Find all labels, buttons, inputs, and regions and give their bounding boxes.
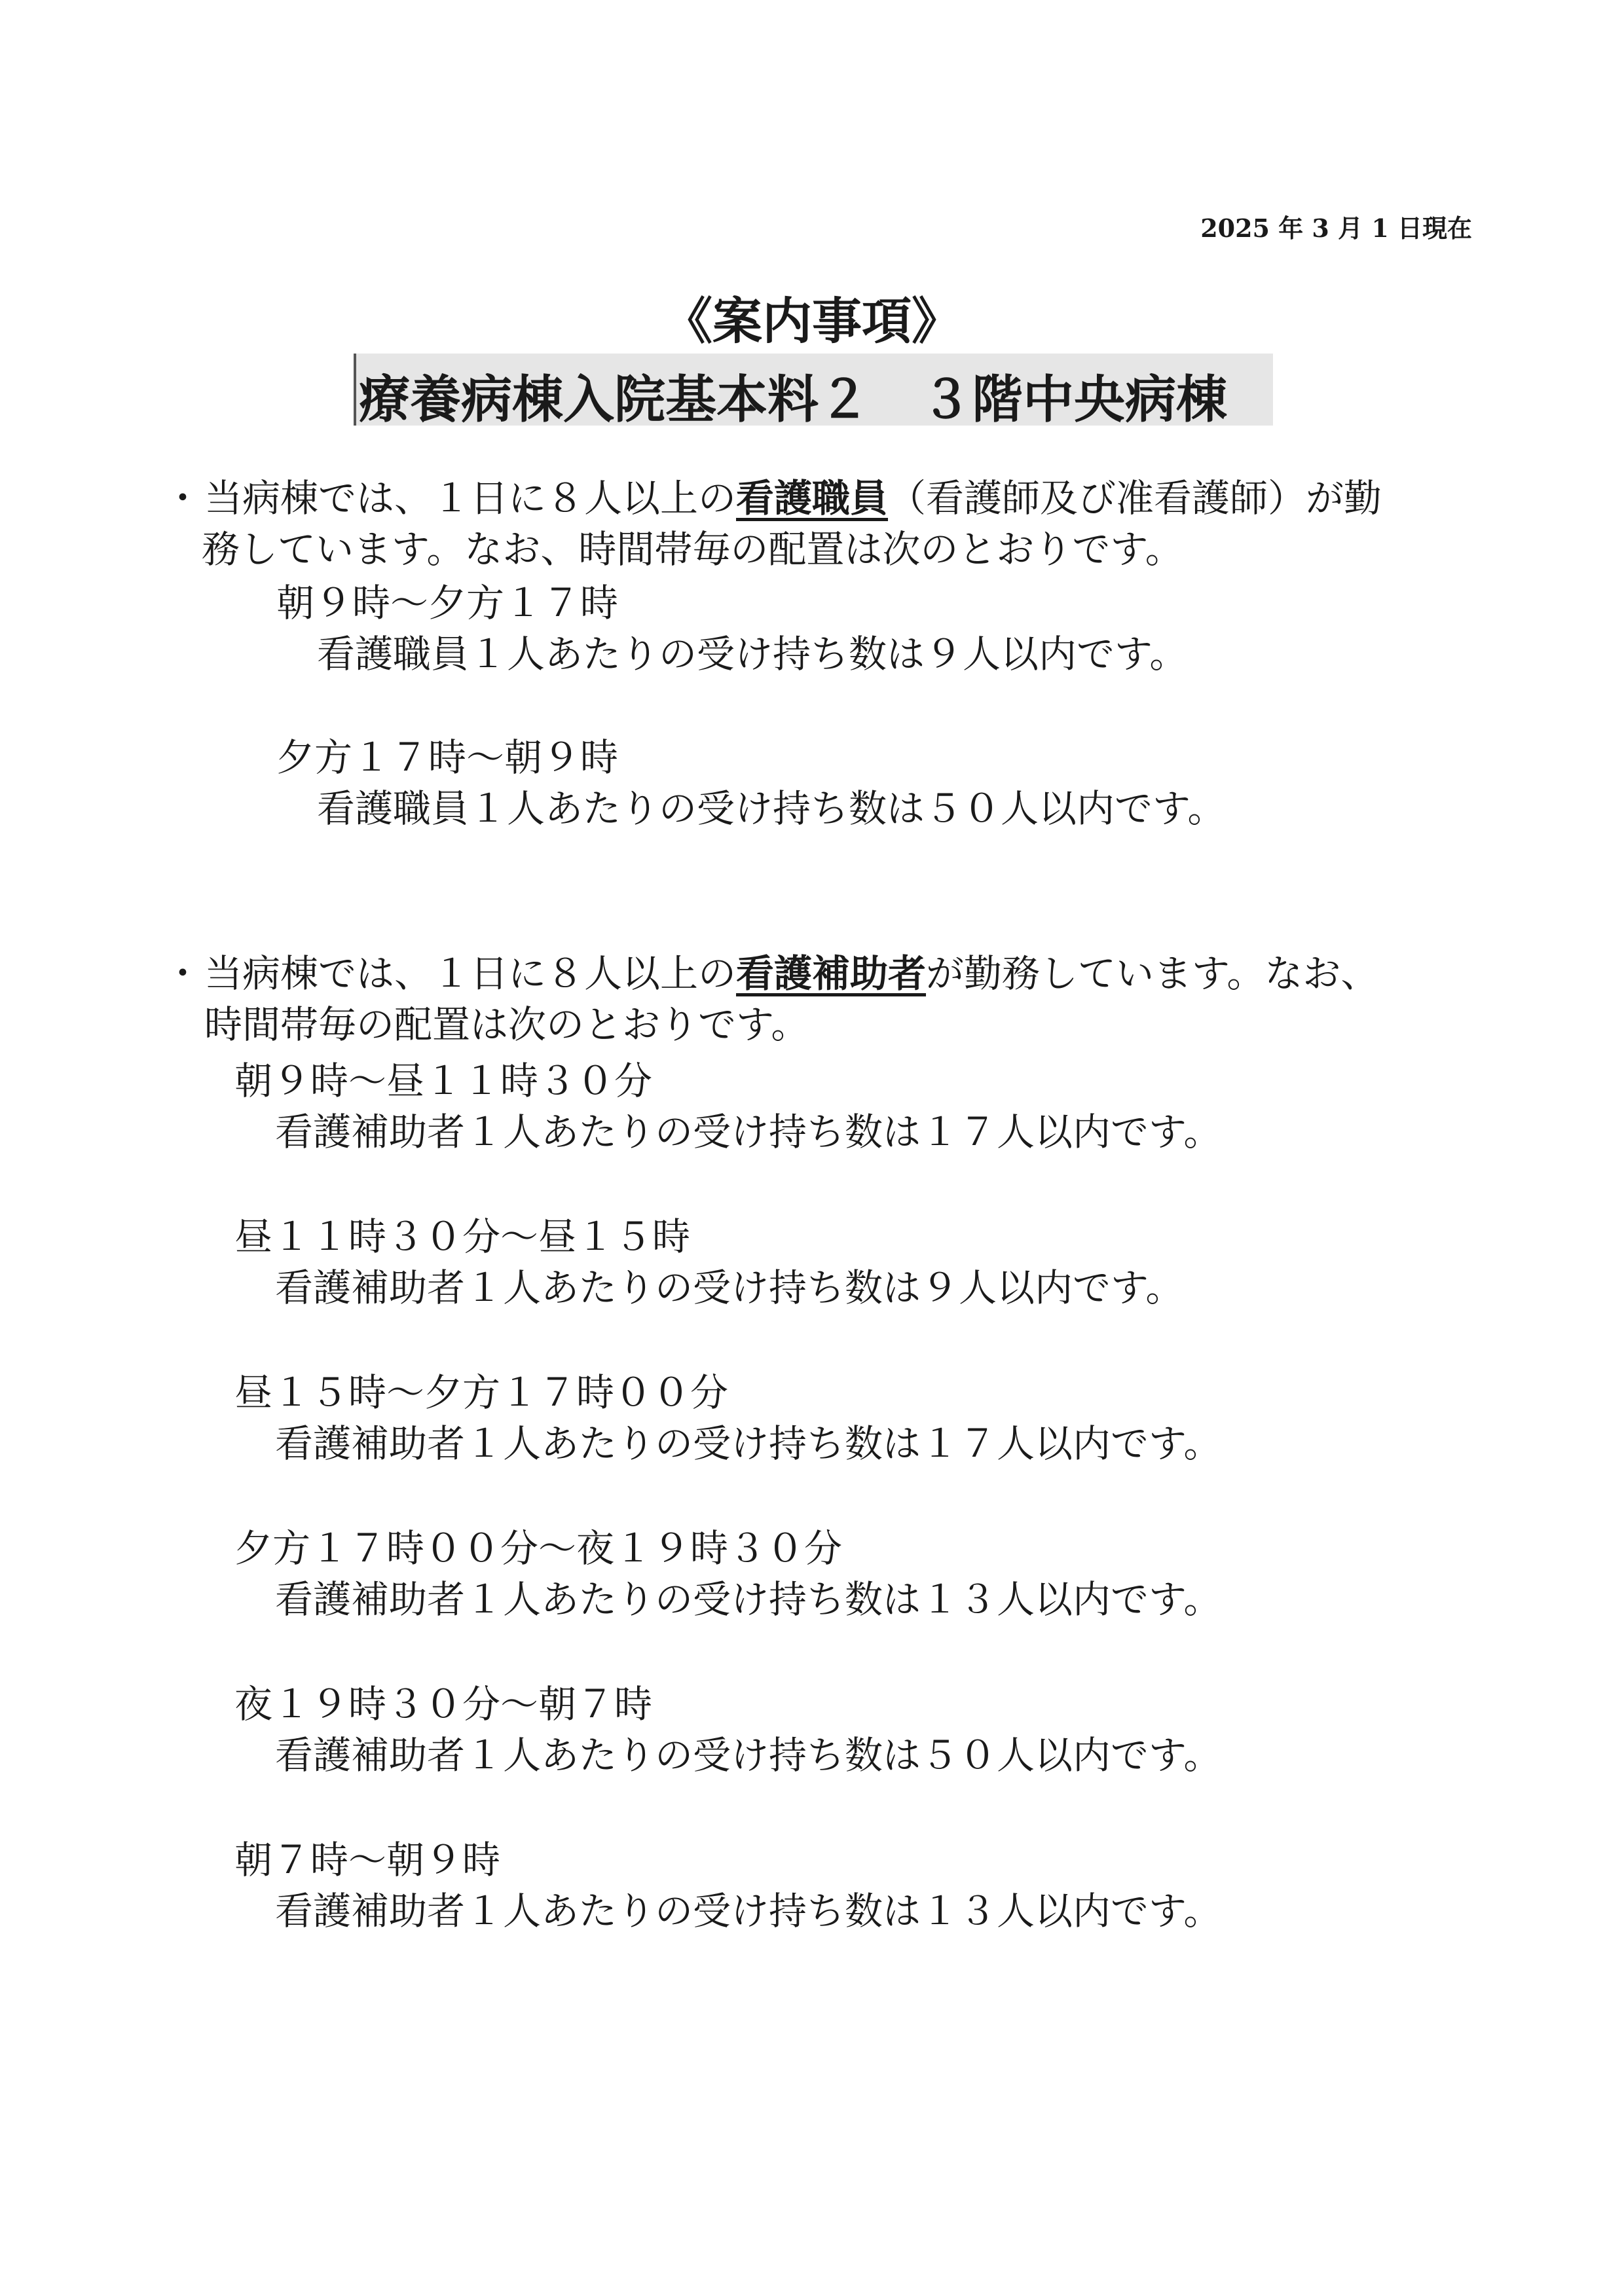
time-slot <box>164 1055 1473 1157</box>
intro-continuation: 時間帯毎の配置は次のとおりです。 <box>204 1002 809 1047</box>
slot-time: 朝９時～昼１１時３０分 <box>234 1059 653 1103</box>
time-slot <box>164 577 1473 680</box>
slot-time: 昼１１時３０分～昼１５時 <box>234 1214 691 1259</box>
time-slot <box>164 1211 1473 1313</box>
slot-description: 看護補助者１人あたりの受け持ち数は１３人以内です。 <box>275 1889 1222 1933</box>
intro-text: （看護師及び准看護師）が勤 <box>888 476 1382 520</box>
slot-description: 看護補助者１人あたりの受け持ち数は１３人以内です。 <box>275 1577 1222 1622</box>
slot-description: 看護補助者１人あたりの受け持ち数は１７人以内です。 <box>275 1110 1222 1154</box>
slot-time: 夜１９時３０分～朝７時 <box>234 1682 653 1726</box>
slot-description: 看護補助者１人あたりの受け持ち数は５０人以内です。 <box>275 1733 1222 1777</box>
time-slot <box>164 1367 1473 1469</box>
intro-text: 当病棟では、１日に８人以上の <box>204 951 737 996</box>
intro-text: が勤務しています。なお、 <box>926 951 1379 996</box>
slot-description: 看護職員１人あたりの受け持ち数は５０人以内です。 <box>317 786 1226 831</box>
slot-description: 看護補助者１人あたりの受け持ち数は１７人以内です。 <box>275 1421 1222 1466</box>
nursing-assistant-section <box>164 948 1473 1937</box>
staff-term: 看護職員 <box>736 476 889 520</box>
time-slot <box>164 1834 1473 1937</box>
section-intro-line <box>164 948 1473 999</box>
bullet-mark: ・ <box>164 951 202 996</box>
slot-time: 昼１５時～夕方１７時００分 <box>234 1370 729 1415</box>
nursing-staff-section <box>164 473 1473 834</box>
slot-time: 朝９時～夕方１７時 <box>276 581 619 625</box>
slot-time: 夕方１７時００分～夜１９時３０分 <box>234 1526 843 1571</box>
time-slot <box>164 732 1473 834</box>
as-of-date: 2025 年 3 月 1 日現在 <box>1200 213 1472 243</box>
slot-time: 朝７時～朝９時 <box>234 1838 501 1882</box>
section-intro-line <box>164 473 1473 524</box>
slot-time: 夕方１７時～朝９時 <box>276 735 619 780</box>
bullet-mark: ・ <box>164 476 202 520</box>
document-subtitle: 療養病棟入院基本料２ ３階中央病棟 <box>359 370 1228 429</box>
intro-continuation: 務しています。なお、時間帯毎の配置は次のとおりです。 <box>202 527 1183 572</box>
document-title: 《案内事項》 <box>663 292 961 350</box>
time-slot <box>164 1679 1473 1781</box>
slot-description: 看護職員１人あたりの受け持ち数は９人以内です。 <box>317 632 1188 676</box>
staff-term: 看護補助者 <box>736 951 927 996</box>
time-slot <box>164 1523 1473 1625</box>
intro-text: 当病棟では、１日に８人以上の <box>204 476 737 520</box>
slot-description: 看護補助者１人あたりの受け持ち数は９人以内です。 <box>275 1266 1184 1310</box>
